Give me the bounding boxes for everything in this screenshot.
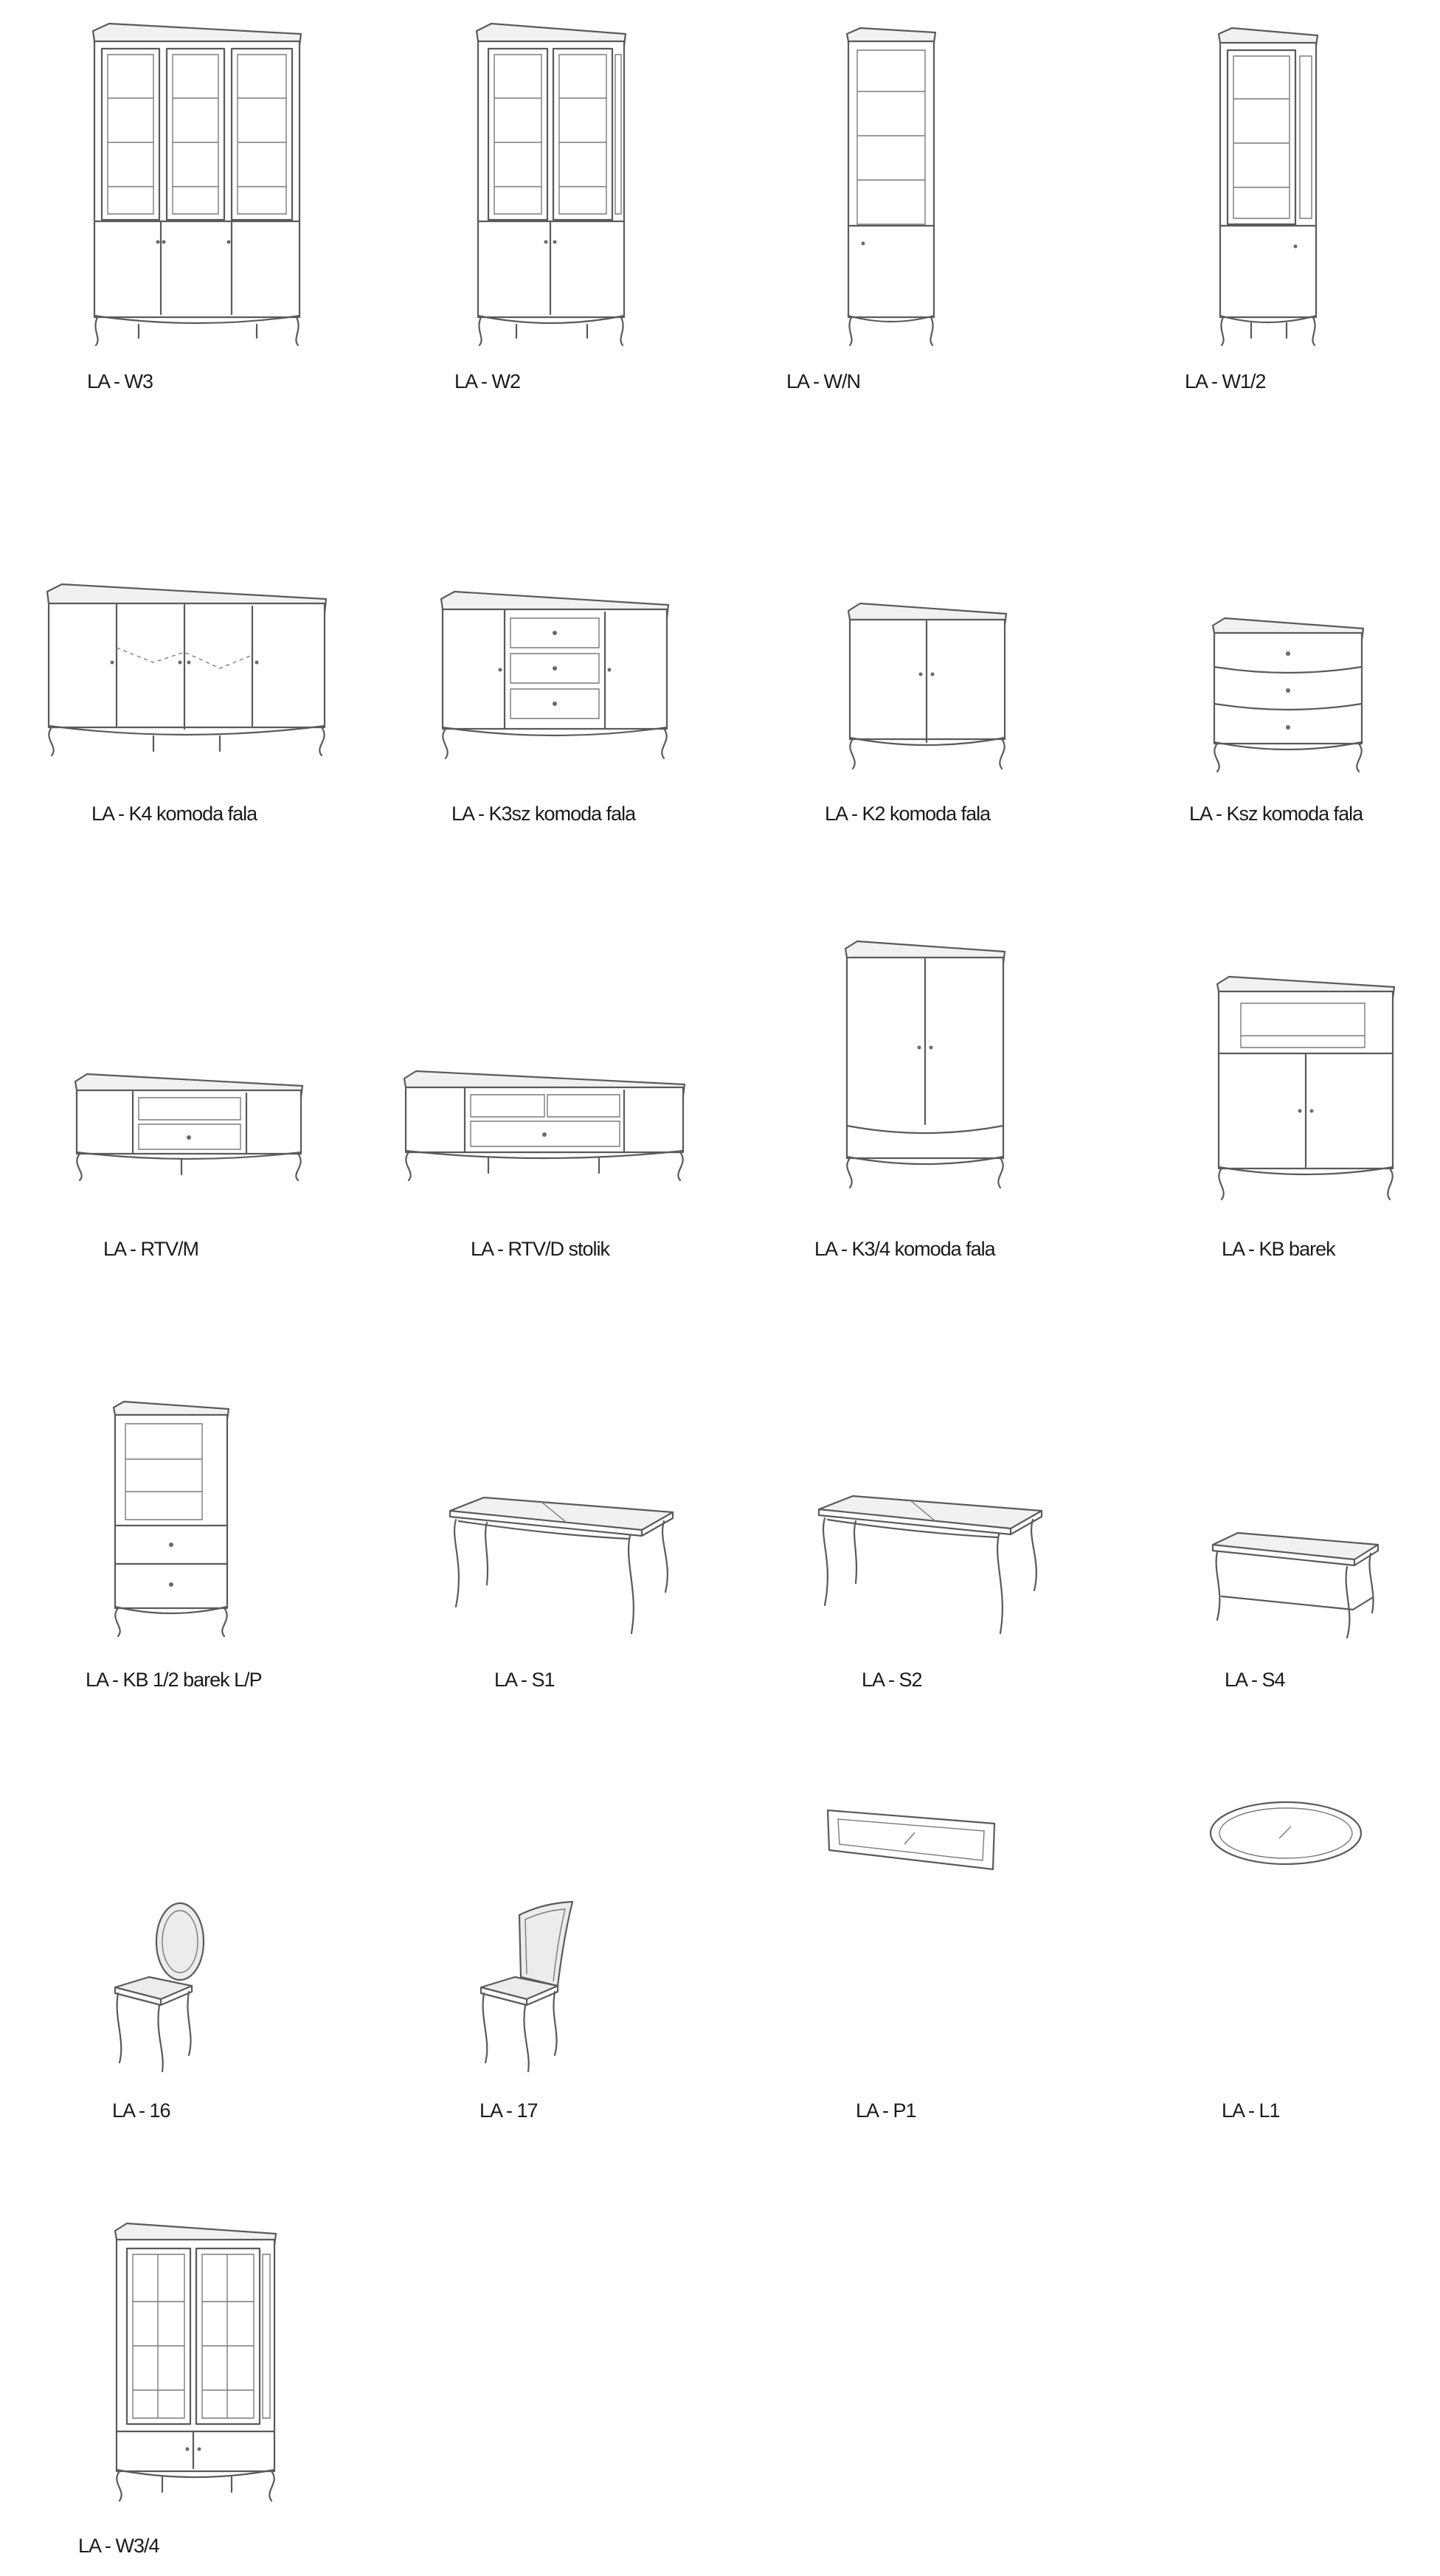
product-label: LA - S2 <box>862 1669 922 1691</box>
chair-oval-back-drawing <box>111 1900 218 2071</box>
chair-shield-back-drawing <box>477 1900 580 2071</box>
tv-cabinet-large-drawing <box>400 1068 689 1182</box>
product-label: LA - S1 <box>494 1669 555 1691</box>
wardrobe-2-door-drawing <box>841 938 1009 1189</box>
dining-table-extendable-drawing <box>811 1495 1048 1636</box>
product-label: LA - W/N <box>786 370 861 392</box>
chest-of-drawers-drawing <box>1208 615 1368 773</box>
vitrine-1-door-drawing <box>1214 25 1323 345</box>
coffee-table-drawing <box>1207 1531 1384 1641</box>
product-label: LA - P1 <box>856 2099 916 2122</box>
product-label: LA - K3/4 komoda fala <box>814 1238 995 1260</box>
product-label: LA - S4 <box>1225 1669 1285 1691</box>
product-label: LA - RTV/D stolik <box>471 1238 610 1260</box>
product-label: LA - K2 komoda fala <box>825 803 991 825</box>
product-label: LA - 16 <box>112 2099 170 2122</box>
product-label: LA - KB barek <box>1222 1238 1335 1260</box>
corner-vitrine-drawing <box>842 25 943 345</box>
vitrine-low-2-door-drawing <box>111 2220 280 2502</box>
sideboard-4-door-drawing <box>43 581 330 758</box>
product-label: LA - W3/4 <box>78 2535 159 2557</box>
tall-bar-cabinet-drawing <box>109 1399 233 1638</box>
product-label: LA - W3 <box>87 370 153 392</box>
wall-mirror-rectangular-drawing <box>823 1807 997 1871</box>
wall-mirror-oval-drawing <box>1208 1800 1363 1866</box>
sideboard-2-door-drawing <box>844 600 1011 770</box>
vitrine-3-door-drawing <box>87 21 308 345</box>
product-label: LA - Ksz komoda fala <box>1189 803 1363 825</box>
product-label: LA - K3sz komoda fala <box>451 803 636 825</box>
bar-cabinet-drawing <box>1213 974 1399 1202</box>
sideboard-3-drawer-drawing <box>437 589 673 766</box>
dining-table-drawing <box>443 1496 679 1636</box>
product-label: LA - 17 <box>480 2099 538 2122</box>
vitrine-2-door-drawing <box>472 21 631 345</box>
product-label: LA - W2 <box>454 370 521 392</box>
product-label: LA - RTV/M <box>103 1238 199 1260</box>
product-label: LA - L1 <box>1222 2099 1280 2122</box>
product-label: LA - KB 1/2 barek L/P <box>86 1669 262 1691</box>
product-label: LA - K4 komoda fala <box>91 803 257 825</box>
product-label: LA - W1/2 <box>1185 370 1266 392</box>
tv-cabinet-small-drawing <box>71 1071 307 1182</box>
